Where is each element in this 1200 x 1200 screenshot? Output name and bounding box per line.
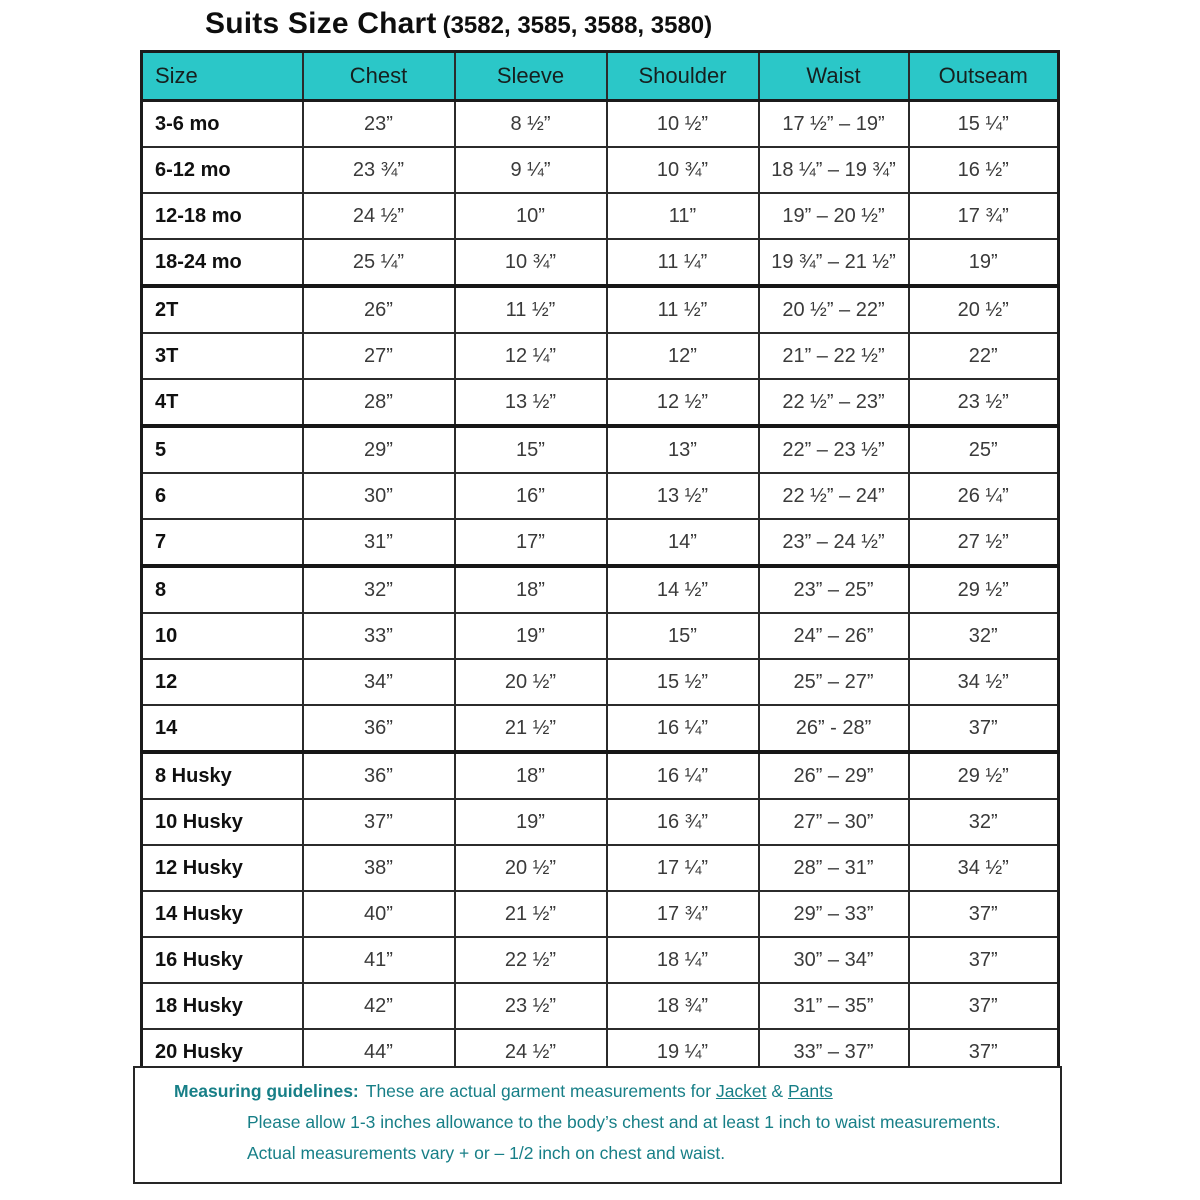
table-row	[142, 613, 1059, 659]
measure-cell: 15 ½”	[607, 659, 759, 705]
measure-cell: 17 ½” – 19”	[759, 101, 909, 148]
measure-cell: 19”	[455, 613, 607, 659]
measure-cell: 20 ½” – 22”	[759, 286, 909, 333]
table-row	[142, 379, 1059, 426]
measure-cell: 9 ¼”	[455, 147, 607, 193]
size-cell: 3-6 mo	[142, 101, 303, 148]
size-cell: 10	[142, 613, 303, 659]
measure-cell: 21” – 22 ½”	[759, 333, 909, 379]
table-row	[142, 239, 1059, 286]
title-main: Suits Size Chart	[205, 7, 437, 40]
measure-cell: 8 ½”	[455, 101, 607, 148]
measure-cell: 18 ¾”	[607, 983, 759, 1029]
size-cell: 12	[142, 659, 303, 705]
pants-link[interactable]: Pants	[787, 1081, 833, 1101]
measure-cell: 37”	[909, 891, 1059, 937]
measure-cell: 21 ½”	[455, 705, 607, 752]
measure-cell: 23” – 25”	[759, 566, 909, 613]
size-cell: 18 Husky	[142, 983, 303, 1029]
size-cell: 12-18 mo	[142, 193, 303, 239]
title-codes: (3582, 3585, 3588, 3580)	[442, 12, 713, 39]
measure-cell: 10 ½”	[607, 101, 759, 148]
measure-cell: 40”	[303, 891, 455, 937]
header-sleeve: Sleeve	[455, 52, 607, 101]
guidelines-heading: Measuring guidelines:	[174, 1081, 359, 1101]
measure-cell: 19 ¼”	[607, 1029, 759, 1076]
measure-cell: 28” – 31”	[759, 845, 909, 891]
measure-cell: 10 ¾”	[455, 239, 607, 286]
measure-cell: 36”	[303, 752, 455, 799]
measure-cell: 20 ½”	[909, 286, 1059, 333]
measure-cell: 28”	[303, 379, 455, 426]
table-row	[142, 426, 1059, 473]
size-cell: 10 Husky	[142, 799, 303, 845]
measure-cell: 34 ½”	[909, 845, 1059, 891]
header-row	[142, 52, 1059, 101]
measure-cell: 18”	[455, 752, 607, 799]
measure-cell: 14 ½”	[607, 566, 759, 613]
measure-cell: 30” – 34”	[759, 937, 909, 983]
guidelines-line3: Actual measurements vary + or – 1/2 inch on chest and waist.	[247, 1143, 726, 1163]
table-row	[142, 519, 1059, 566]
size-cell: 6	[142, 473, 303, 519]
measure-cell: 15”	[455, 426, 607, 473]
measure-cell: 18”	[455, 566, 607, 613]
measure-cell: 11”	[607, 193, 759, 239]
jacket-link[interactable]: Jacket	[715, 1081, 767, 1101]
measure-cell: 19”	[455, 799, 607, 845]
measure-cell: 37”	[303, 799, 455, 845]
measure-cell: 37”	[909, 705, 1059, 752]
header-shoulder: Shoulder	[607, 52, 759, 101]
measure-cell: 13”	[607, 426, 759, 473]
size-cell: 16 Husky	[142, 937, 303, 983]
measure-cell: 15”	[607, 613, 759, 659]
measure-cell: 31” – 35”	[759, 983, 909, 1029]
measure-cell: 27”	[303, 333, 455, 379]
measure-cell: 21 ½”	[455, 891, 607, 937]
size-table-body	[142, 101, 1059, 1076]
measure-cell: 22 ½”	[455, 937, 607, 983]
measure-cell: 26” – 29”	[759, 752, 909, 799]
measure-cell: 32”	[303, 566, 455, 613]
size-cell: 8 Husky	[142, 752, 303, 799]
measure-cell: 27” – 30”	[759, 799, 909, 845]
measure-cell: 17 ¾”	[607, 891, 759, 937]
guidelines-line1	[174, 1081, 1060, 1102]
measure-cell: 20 ½”	[455, 845, 607, 891]
measure-cell: 11 ½”	[607, 286, 759, 333]
size-cell: 3T	[142, 333, 303, 379]
page-title	[205, 4, 712, 41]
size-cell: 4T	[142, 379, 303, 426]
measure-cell: 41”	[303, 937, 455, 983]
measure-cell: 16 ¼”	[607, 705, 759, 752]
measure-cell: 13 ½”	[607, 473, 759, 519]
measure-cell: 25 ¼”	[303, 239, 455, 286]
measure-cell: 18 ¼”	[607, 937, 759, 983]
measure-cell: 23 ¾”	[303, 147, 455, 193]
measure-cell: 17”	[455, 519, 607, 566]
measure-cell: 42”	[303, 983, 455, 1029]
size-cell: 2T	[142, 286, 303, 333]
measure-cell: 23” – 24 ½”	[759, 519, 909, 566]
measure-cell: 31”	[303, 519, 455, 566]
header-size: Size	[142, 52, 303, 101]
table-row	[142, 937, 1059, 983]
table-header	[142, 52, 1059, 101]
measure-cell: 29”	[303, 426, 455, 473]
measure-cell: 34”	[303, 659, 455, 705]
measure-cell: 37”	[909, 937, 1059, 983]
measure-cell: 23 ½”	[455, 983, 607, 1029]
measuring-guidelines-box	[133, 1066, 1062, 1184]
measure-cell: 26 ¼”	[909, 473, 1059, 519]
table-row	[142, 333, 1059, 379]
table-row	[142, 101, 1059, 148]
measure-cell: 22” – 23 ½”	[759, 426, 909, 473]
measure-cell: 37”	[909, 983, 1059, 1029]
measure-cell: 29 ½”	[909, 752, 1059, 799]
measure-cell: 16”	[455, 473, 607, 519]
measure-cell: 13 ½”	[455, 379, 607, 426]
measure-cell: 14”	[607, 519, 759, 566]
measure-cell: 10 ¾”	[607, 147, 759, 193]
guidelines-intro: These are actual garment measurements for	[365, 1081, 712, 1101]
measure-cell: 24” – 26”	[759, 613, 909, 659]
measure-cell: 37”	[909, 1029, 1059, 1076]
size-cell: 18-24 mo	[142, 239, 303, 286]
measure-cell: 27 ½”	[909, 519, 1059, 566]
measure-cell: 33” – 37”	[759, 1029, 909, 1076]
size-cell: 20 Husky	[142, 1029, 303, 1076]
measure-cell: 24 ½”	[455, 1029, 607, 1076]
header-waist: Waist	[759, 52, 909, 101]
table-row	[142, 286, 1059, 333]
measure-cell: 32”	[909, 613, 1059, 659]
measure-cell: 19”	[909, 239, 1059, 286]
header-outseam: Outseam	[909, 52, 1059, 101]
measure-cell: 36”	[303, 705, 455, 752]
measure-cell: 10”	[455, 193, 607, 239]
measure-cell: 23 ½”	[909, 379, 1059, 426]
measure-cell: 19” – 20 ½”	[759, 193, 909, 239]
measure-cell: 34 ½”	[909, 659, 1059, 705]
table-row	[142, 193, 1059, 239]
size-cell: 6-12 mo	[142, 147, 303, 193]
size-chart-table	[140, 50, 1060, 1077]
measure-cell: 11 ¼”	[607, 239, 759, 286]
header-chest: Chest	[303, 52, 455, 101]
measure-cell: 17 ¼”	[607, 845, 759, 891]
measure-cell: 12 ½”	[607, 379, 759, 426]
measure-cell: 24 ½”	[303, 193, 455, 239]
measure-cell: 11 ½”	[455, 286, 607, 333]
measure-cell: 29 ½”	[909, 566, 1059, 613]
measure-cell: 26” - 28”	[759, 705, 909, 752]
measure-cell: 22”	[909, 333, 1059, 379]
table-row	[142, 566, 1059, 613]
table-row	[142, 799, 1059, 845]
table-row	[142, 845, 1059, 891]
table-row	[142, 752, 1059, 799]
table-row	[142, 473, 1059, 519]
measure-cell: 33”	[303, 613, 455, 659]
measure-cell: 38”	[303, 845, 455, 891]
size-cell: 7	[142, 519, 303, 566]
size-cell: 12 Husky	[142, 845, 303, 891]
table-row	[142, 983, 1059, 1029]
measure-cell: 15 ¼”	[909, 101, 1059, 148]
measure-cell: 25” – 27”	[759, 659, 909, 705]
measure-cell: 16 ½”	[909, 147, 1059, 193]
size-cell: 14	[142, 705, 303, 752]
size-cell: 14 Husky	[142, 891, 303, 937]
measure-cell: 32”	[909, 799, 1059, 845]
guidelines-ampersand: &	[771, 1081, 784, 1101]
table-row	[142, 147, 1059, 193]
measure-cell: 12 ¼”	[455, 333, 607, 379]
measure-cell: 18 ¼” – 19 ¾”	[759, 147, 909, 193]
measure-cell: 25”	[909, 426, 1059, 473]
measure-cell: 12”	[607, 333, 759, 379]
measure-cell: 26”	[303, 286, 455, 333]
measure-cell: 19 ¾” – 21 ½”	[759, 239, 909, 286]
size-cell: 5	[142, 426, 303, 473]
size-cell: 8	[142, 566, 303, 613]
measure-cell: 22 ½” – 24”	[759, 473, 909, 519]
table-row	[142, 891, 1059, 937]
table-row	[142, 705, 1059, 752]
measure-cell: 17 ¾”	[909, 193, 1059, 239]
measure-cell: 22 ½” – 23”	[759, 379, 909, 426]
measure-cell: 30”	[303, 473, 455, 519]
guidelines-line2: Please allow 1-3 inches allowance to the body’s chest and at least 1 inch to waist measurements.	[247, 1112, 1001, 1132]
measure-cell: 20 ½”	[455, 659, 607, 705]
table-row	[142, 659, 1059, 705]
measure-cell: 29” – 33”	[759, 891, 909, 937]
measure-cell: 16 ¼”	[607, 752, 759, 799]
measure-cell: 23”	[303, 101, 455, 148]
measure-cell: 16 ¾”	[607, 799, 759, 845]
measure-cell: 44”	[303, 1029, 455, 1076]
